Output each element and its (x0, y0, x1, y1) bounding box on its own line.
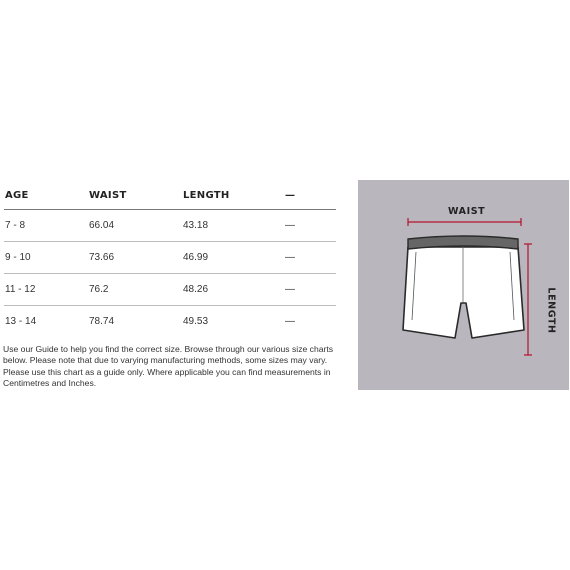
header-length: LENGTH (183, 189, 230, 201)
cell-age: 11 - 12 (4, 274, 89, 306)
cell-length: 48.26 (183, 274, 285, 306)
cell-extra: — (285, 210, 336, 242)
table-header-row (4, 181, 336, 210)
header-waist: WAIST (89, 189, 127, 201)
waist-label: WAIST (448, 206, 486, 217)
cell-length: 49.53 (183, 306, 285, 338)
cell-length: 46.99 (183, 242, 285, 274)
table-row (4, 210, 336, 242)
cell-age: 7 - 8 (4, 210, 89, 242)
cell-age: 9 - 10 (4, 242, 89, 274)
cell-waist: 73.66 (89, 242, 183, 274)
cell-extra: — (285, 306, 336, 338)
cell-waist: 78.74 (89, 306, 183, 338)
waist-measure-line (408, 218, 521, 226)
header-extra: — (285, 189, 296, 201)
length-label: LENGTH (545, 287, 557, 334)
table-row (4, 306, 336, 338)
table-row (4, 274, 336, 306)
size-chart-table (4, 181, 336, 337)
shorts-illustration (403, 236, 524, 338)
header-age: AGE (5, 189, 29, 201)
cell-waist: 76.2 (89, 274, 183, 306)
length-measure-line (524, 244, 532, 355)
cell-waist: 66.04 (89, 210, 183, 242)
cell-extra: — (285, 274, 336, 306)
cell-length: 43.18 (183, 210, 285, 242)
size-guide-paragraph: Use our Guide to help you find the correct size. Browse through our various size charts below. Please note that due to varying manufacturing methods, some sizes may vary. Please use this chart as a guide only. Where applicable you can find measurements in Centimetres and Inches. (3, 344, 334, 388)
cell-extra: — (285, 242, 336, 274)
cell-age: 13 - 14 (4, 306, 89, 338)
table-row (4, 242, 336, 274)
